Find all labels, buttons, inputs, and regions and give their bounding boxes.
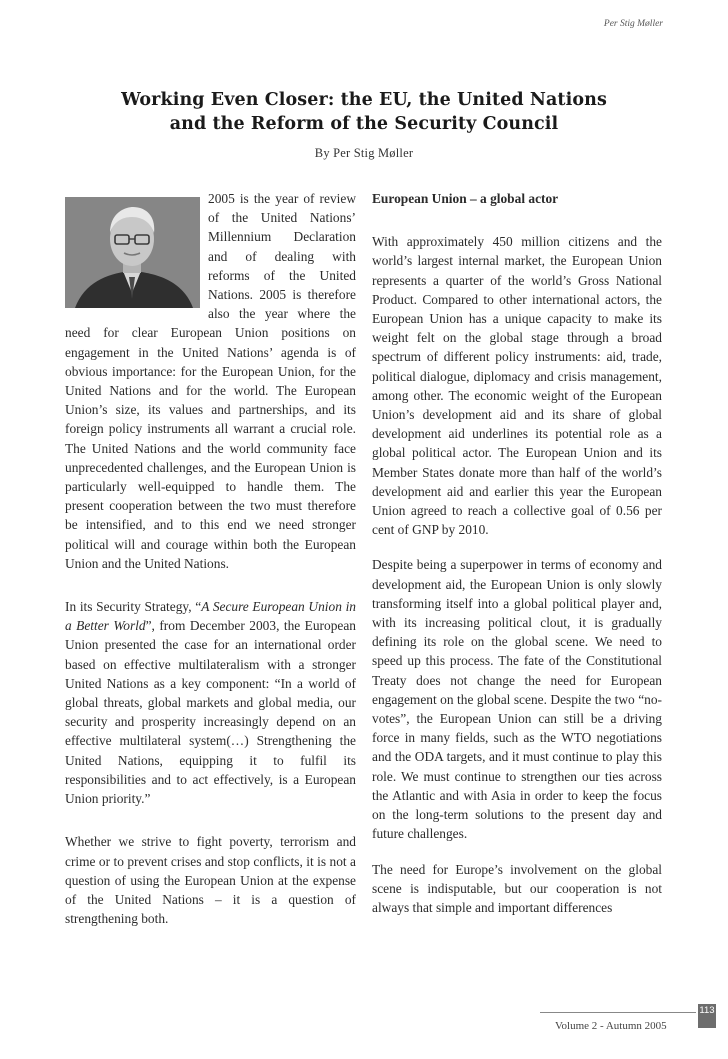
paragraph-security-strategy-text-a: In its Security Strategy, “ [65, 599, 202, 615]
paragraph-eu-size: With approximately 450 million citizens and the world’s largest internal market, the European Union represents a quarter of the world’s Gross National Product. Compared to other international actors, the European Union has a unique capacity to make its weight felt on the global stage through a broad spectrum of different policy instruments: aid, trade, political dialogue, diplomacy and crisis management, among other. The economic weight of the European Union’s development aid and its share of global development aid underlines its potential role as a global political actor. The European Union and its Member States donate more than half of the world’s development aid and earlier this year the European Union agreed to reach a collective goal of 0.56 per cent of GNP by 2010. [372, 234, 662, 538]
paragraph-strengthening-both: Whether we strive to fight poverty, terrorism and crime or to prevent crises and stop conflicts, it is not a question of using the European Union at the expense of the United Nations – it is a question of strengthening both. [65, 834, 356, 927]
page-number: 113 [698, 1004, 716, 1028]
article-title-block [0, 88, 728, 161]
paragraph-intro-text: 2005 is the year of review of the United Nations’ Millennium Declaration and of dealing with reforms of the United Nations. 2005 is therefore also the year where the need for clear European Union positions on engagement in the United Nations’ agenda is of obvious importance: for the European Union, for the United Nations and for the world. The European Union’s size, its values and partnerships, and its foreign policy instruments all warrant a crucial role. The United Nations and the world community face unprecedented challenges, and the European Union is particularly well-equipped to handle them. The present cooperation between the two must therefore be intensified, and to this end we need stronger political will and courage within both the European Union and the United Nations. [65, 191, 356, 571]
author-photo [65, 197, 200, 308]
paragraph-superpower: Despite being a superpower in terms of economy and development aid, the European Union is only slowly transforming itself into a global political player and, with its increasing political clout, it is gradually defining its role on the global scene. We need to speed up this process. The fate of the Constitutional Treaty does not change the need for European engagement on the global scene. Despite the two “no-votes”, the European Union can still be a driving force in many fields, such as the WTO negotiations and the ODA targets, and it must continue to play this role. We must continue to strengthen our ties across the Atlantic and with Asia in order to keep the focus on the long-term solutions to the present day and future challenges. [372, 557, 662, 842]
left-column [65, 189, 356, 952]
article-title-line-2: and the Reform of the Security Council [169, 114, 559, 134]
article-title-line-1: Working Even Closer: the EU, the United Nations [121, 90, 607, 110]
paragraph-intro [65, 189, 356, 573]
issue-label: Volume 2 - Autumn 2005 [555, 1020, 667, 1032]
paragraph-global-involvement: The need for Europe’s involvement on the global scene is indisputable, but our cooperation is not always that simple and important differences [372, 861, 662, 915]
author-portrait-image [65, 197, 200, 308]
byline: By Per Stig Møller [314, 146, 414, 160]
right-column [372, 189, 662, 941]
paragraph-security-strategy-text-b: ”, from December 2003, the European Union presented the case for an international order based on effective multilateralism with a stronger United Nations as a key component: “In a world of global threats, global markets and global media, our security and prosperity increasingly depend on an effective multilateral system(…) Strengthening the United Nations, equipping it to fulfil its responsibilities and to act effectively, is a European Union priority.” [65, 618, 356, 807]
footer-rule [540, 1012, 696, 1013]
running-head: Per Stig Møller [603, 19, 663, 29]
paragraph-security-strategy [65, 597, 356, 808]
section-heading: European Union – a global actor [372, 191, 559, 206]
security-strategy-title: A Secure European Union in a Better World [65, 599, 356, 634]
